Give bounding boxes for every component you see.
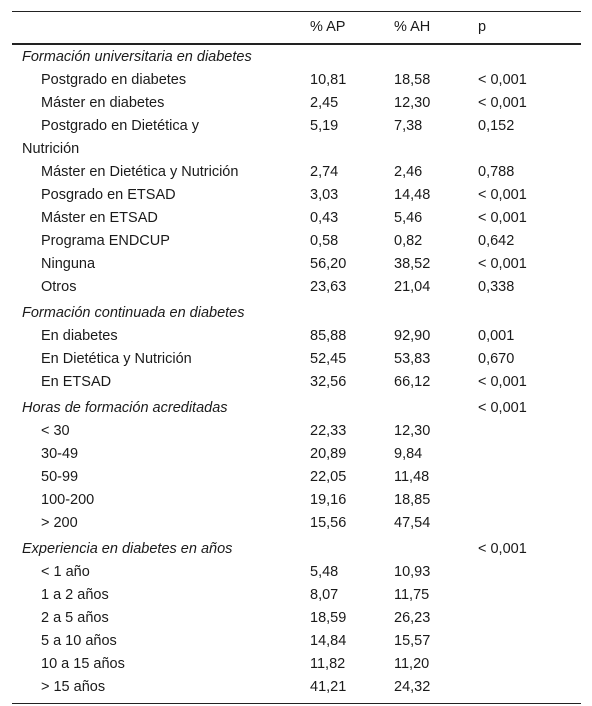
table-row bbox=[12, 348, 581, 371]
section-row bbox=[12, 397, 581, 420]
value-p: < 0,001 bbox=[478, 374, 527, 390]
value-ah: 92,90 bbox=[394, 328, 431, 344]
section-label: Formación universitaria en diabetes bbox=[22, 49, 252, 65]
value-p: < 0,001 bbox=[478, 187, 527, 203]
row-label-line2: Nutrición bbox=[22, 141, 80, 157]
value-p: 0,338 bbox=[478, 279, 515, 295]
value-p: 0,788 bbox=[478, 164, 515, 180]
value-ah: 7,38 bbox=[394, 118, 423, 134]
row-label: < 1 año bbox=[41, 564, 90, 580]
table-row bbox=[12, 607, 581, 630]
value-ah: 38,52 bbox=[394, 256, 431, 272]
table-row bbox=[12, 161, 581, 184]
row-label: Posgrado en ETSAD bbox=[41, 187, 176, 203]
row-label: En Dietética y Nutrición bbox=[41, 351, 192, 367]
row-label: 10 a 15 años bbox=[41, 656, 125, 672]
value-ap: 22,05 bbox=[310, 469, 347, 485]
row-label: Máster en Dietética y Nutrición bbox=[41, 164, 239, 180]
table-row bbox=[12, 561, 581, 584]
row-label: < 30 bbox=[41, 423, 70, 439]
table-row bbox=[12, 253, 581, 276]
value-ap: 0,58 bbox=[310, 233, 339, 249]
row-label: Programa ENDCUP bbox=[41, 233, 170, 249]
value-ap: 2,74 bbox=[310, 164, 339, 180]
value-ap: 85,88 bbox=[310, 328, 347, 344]
table-row bbox=[12, 92, 581, 115]
row-label-line1: Postgrado en Dietética y bbox=[41, 118, 199, 134]
table-bottom-rule bbox=[12, 703, 581, 704]
row-label: 2 a 5 años bbox=[41, 610, 109, 626]
value-ap: 15,56 bbox=[310, 515, 347, 531]
table-header-row bbox=[12, 16, 581, 39]
header-ah: % AH bbox=[394, 19, 431, 35]
value-ap: 3,03 bbox=[310, 187, 339, 203]
row-label: 5 a 10 años bbox=[41, 633, 117, 649]
value-ah: 26,23 bbox=[394, 610, 431, 626]
value-ah: 21,04 bbox=[394, 279, 431, 295]
table-row bbox=[12, 207, 581, 230]
value-p: < 0,001 bbox=[478, 256, 527, 272]
value-p: 0,670 bbox=[478, 351, 515, 367]
value-ap: 5,48 bbox=[310, 564, 339, 580]
table-row bbox=[12, 276, 581, 299]
row-label: Ninguna bbox=[41, 256, 96, 272]
value-ap: 23,63 bbox=[310, 279, 347, 295]
section-row bbox=[12, 538, 581, 561]
row-label: 50-99 bbox=[41, 469, 79, 485]
table-row bbox=[12, 420, 581, 443]
header-rule bbox=[12, 43, 581, 45]
header-ap: % AP bbox=[310, 19, 346, 35]
row-label: > 15 años bbox=[41, 679, 106, 695]
table-row bbox=[12, 630, 581, 653]
table-row bbox=[12, 230, 581, 253]
value-ah: 18,58 bbox=[394, 72, 431, 88]
value-ah: 11,20 bbox=[394, 656, 430, 672]
section-row bbox=[12, 46, 581, 69]
value-p: < 0,001 bbox=[478, 95, 527, 111]
table-row bbox=[12, 584, 581, 607]
value-ah: 11,48 bbox=[394, 469, 430, 485]
value-ah: 14,48 bbox=[394, 187, 431, 203]
section-label: Formación continuada en diabetes bbox=[22, 305, 245, 321]
table-row bbox=[12, 443, 581, 466]
value-ah: 12,30 bbox=[394, 423, 431, 439]
table-row bbox=[12, 371, 581, 394]
row-label: 100-200 bbox=[41, 492, 95, 508]
row-label: En ETSAD bbox=[41, 374, 112, 390]
row-label: En diabetes bbox=[41, 328, 118, 344]
value-ap: 0,43 bbox=[310, 210, 339, 226]
section-row bbox=[12, 302, 581, 325]
value-ah: 10,93 bbox=[394, 564, 431, 580]
value-p: < 0,001 bbox=[478, 210, 527, 226]
value-p: < 0,001 bbox=[478, 72, 527, 88]
value-ap: 20,89 bbox=[310, 446, 347, 462]
value-ap: 2,45 bbox=[310, 95, 339, 111]
table-row bbox=[12, 676, 581, 699]
value-ah: 11,75 bbox=[394, 587, 430, 603]
table-row bbox=[12, 512, 581, 535]
value-ap: 56,20 bbox=[310, 256, 347, 272]
value-ap: 14,84 bbox=[310, 633, 347, 649]
value-ap: 41,21 bbox=[310, 679, 347, 695]
row-label: > 200 bbox=[41, 515, 78, 531]
value-ah: 66,12 bbox=[394, 374, 431, 390]
value-ah: 15,57 bbox=[394, 633, 431, 649]
section-label: Experiencia en diabetes en años bbox=[22, 541, 233, 557]
section-label: Horas de formación acreditadas bbox=[22, 400, 228, 416]
value-ap: 22,33 bbox=[310, 423, 347, 439]
value-ap: 19,16 bbox=[310, 492, 347, 508]
value-ah: 0,82 bbox=[394, 233, 423, 249]
value-ah: 24,32 bbox=[394, 679, 431, 695]
header-p: p bbox=[478, 19, 487, 35]
value-ap: 18,59 bbox=[310, 610, 347, 626]
value-ah: 18,85 bbox=[394, 492, 431, 508]
table-row bbox=[12, 489, 581, 512]
value-ap: 11,82 bbox=[310, 656, 346, 672]
value-ap: 8,07 bbox=[310, 587, 339, 603]
value-p: 0,001 bbox=[478, 328, 515, 344]
value-ap: 52,45 bbox=[310, 351, 347, 367]
table-row bbox=[12, 184, 581, 207]
table-row bbox=[12, 115, 581, 157]
row-label: Otros bbox=[41, 279, 77, 295]
value-ap: 10,81 bbox=[310, 72, 347, 88]
row-label: Máster en diabetes bbox=[41, 95, 165, 111]
table-row bbox=[12, 69, 581, 92]
table-row bbox=[12, 466, 581, 489]
value-ah: 47,54 bbox=[394, 515, 431, 531]
value-ah: 53,83 bbox=[394, 351, 431, 367]
row-label: 30-49 bbox=[41, 446, 79, 462]
row-label: Máster en ETSAD bbox=[41, 210, 158, 226]
table-row bbox=[12, 653, 581, 676]
row-label: 1 a 2 años bbox=[41, 587, 109, 603]
value-ap: 5,19 bbox=[310, 118, 339, 134]
value-ap: 32,56 bbox=[310, 374, 347, 390]
value-ah: 9,84 bbox=[394, 446, 423, 462]
value-p: 0,152 bbox=[478, 118, 515, 134]
value-p: < 0,001 bbox=[478, 400, 527, 416]
table-row bbox=[12, 325, 581, 348]
value-p: 0,642 bbox=[478, 233, 515, 249]
row-label: Postgrado en diabetes bbox=[41, 72, 187, 88]
value-ah: 5,46 bbox=[394, 210, 423, 226]
value-p: < 0,001 bbox=[478, 541, 527, 557]
value-ah: 12,30 bbox=[394, 95, 431, 111]
table-top-rule bbox=[12, 11, 581, 12]
value-ah: 2,46 bbox=[394, 164, 423, 180]
